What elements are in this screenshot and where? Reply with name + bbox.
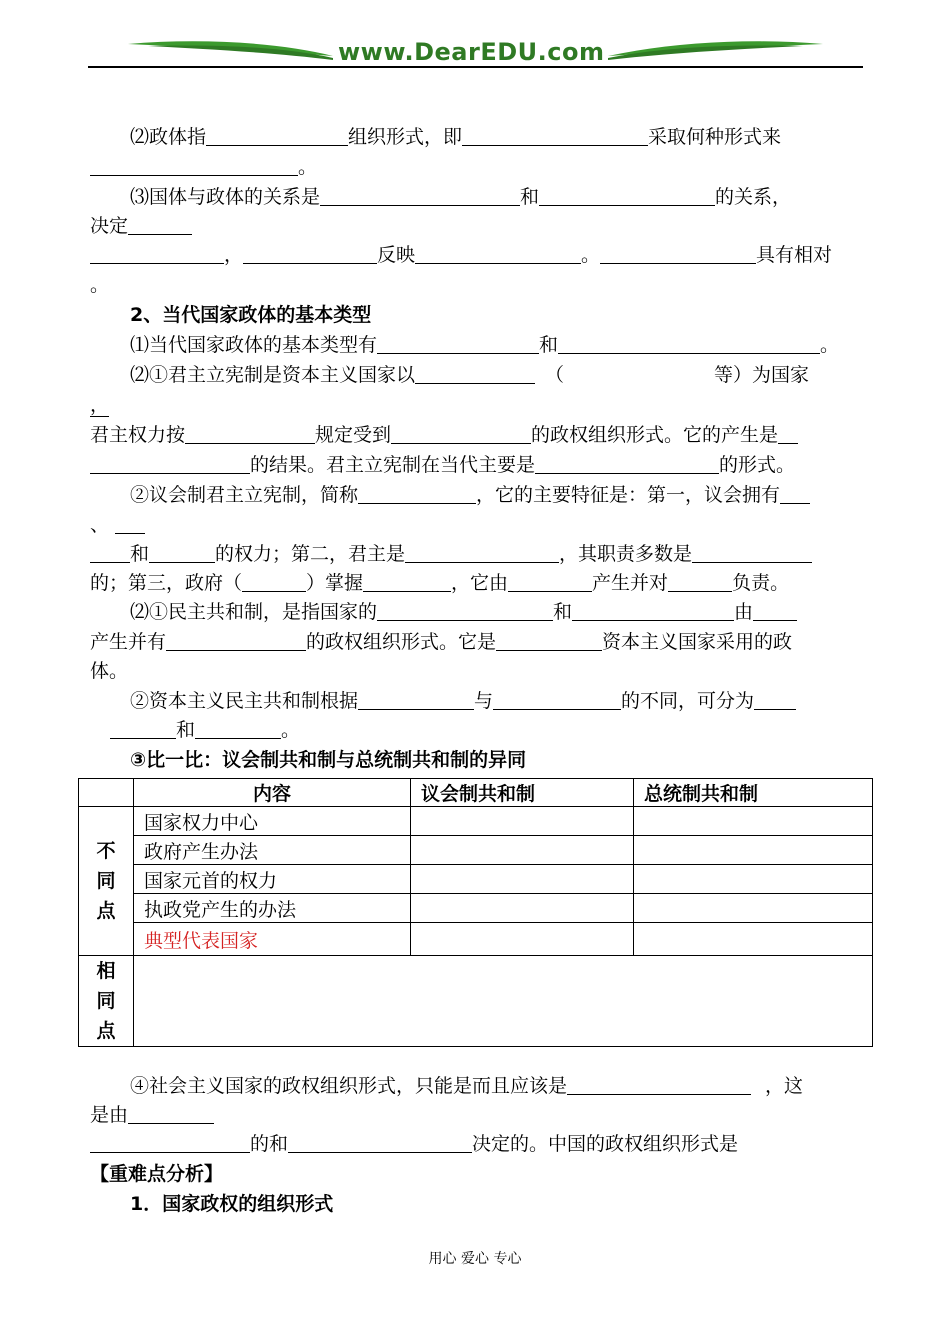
answer-cell[interactable] <box>411 894 634 923</box>
similarities-cell[interactable] <box>134 956 873 1047</box>
row-label: 国家元首的权力 <box>134 865 411 894</box>
differences-label: 不 同 点 <box>79 807 134 956</box>
text-line: 是由 <box>90 1102 214 1128</box>
text-line: 决定 <box>90 213 192 239</box>
header-rule <box>88 66 863 68</box>
key-points-heading: 【重难点分析】 <box>90 1163 224 1185</box>
comparison-table <box>78 778 873 1047</box>
text-line: ⑵①民主共和制，是指国家的 和 由 <box>130 599 797 625</box>
header-content: 内容 <box>134 779 411 807</box>
page-header <box>88 34 863 68</box>
text-line: ④社会主义国家的政权组织形式，只能是而且应该是 ，这 <box>130 1075 804 1097</box>
subsection-heading: 1．国家政权的组织形式 <box>130 1193 334 1215</box>
answer-cell[interactable] <box>634 894 873 923</box>
text-line: ②议会制君主立宪制，简称 ，它的主要特征是：第一，议会拥有 <box>130 482 810 508</box>
text-line: 的和 决定的。中国的政权组织形式是 <box>90 1131 738 1157</box>
text-line: ， <box>90 394 110 416</box>
answer-cell[interactable] <box>634 807 873 836</box>
text-line: 和 的权力；第二，君主是 ，其职责多数是 <box>90 541 812 567</box>
text-line: 的；第三，政府（ ）掌握 ，它由 产生并对 负责。 <box>90 572 790 594</box>
text-line: 君主权力按 规定受到 的政权组织形式。它的产生是 <box>90 422 798 448</box>
text-line: ⑴当代国家政体的基本类型有 和 。 <box>130 334 840 356</box>
header-parliamentary: 议会制共和制 <box>411 779 634 807</box>
row-label-highlight: 典型代表国家 <box>134 923 411 956</box>
answer-cell[interactable] <box>634 836 873 865</box>
text-line: ⑵①君主立宪制是资本主义国家以 （ 等）为国家 <box>130 364 810 386</box>
text-line: 和 。 <box>110 717 300 743</box>
logo-text: www.DearEDU.com <box>338 38 605 66</box>
similarities-label: 相 同 点 <box>79 956 134 1047</box>
header-presidential: 总统制共和制 <box>634 779 873 807</box>
text-line: 。 <box>90 274 110 296</box>
text-line: 产生并有 的政权组织形式。它是 资本主义国家采用的政 <box>90 631 793 653</box>
row-label: 执政党产生的办法 <box>134 894 411 923</box>
table-row <box>79 923 873 956</box>
text-line: 的结果。君主立宪制在当代主要是 的形式。 <box>90 452 795 478</box>
table-row <box>79 807 873 836</box>
table-row <box>79 894 873 923</box>
answer-cell[interactable] <box>634 865 873 894</box>
text-line: ⑵政体指 组织形式，即 采取何种形式来 <box>130 126 782 148</box>
answer-cell[interactable] <box>411 923 634 956</box>
table-row <box>79 865 873 894</box>
text-line: ⑶国体与政体的关系是 和 的关系， <box>130 186 792 208</box>
table-row <box>79 836 873 865</box>
answer-cell[interactable] <box>634 923 873 956</box>
text-line: ， 反映 。 具有相对 <box>90 242 832 268</box>
text-line: 体。 <box>90 660 129 682</box>
answer-cell[interactable] <box>411 807 634 836</box>
section-heading: 2、当代国家政体的基本类型 <box>130 304 372 326</box>
text-line: 。 <box>90 154 317 180</box>
answer-cell[interactable] <box>411 865 634 894</box>
text-line: 、 <box>90 512 145 538</box>
table-row <box>79 956 873 1047</box>
page-footer: 用心 爱心 专心 <box>428 1251 522 1267</box>
answer-cell[interactable] <box>411 836 634 865</box>
row-label: 国家权力中心 <box>134 807 411 836</box>
table-header-row <box>79 779 873 807</box>
row-label: 政府产生办法 <box>134 836 411 865</box>
compare-heading: ③比一比：议会制共和制与总统制共和制的异同 <box>130 749 527 771</box>
text-line: ②资本主义民主共和制根据 与 的不同，可分为 <box>130 688 796 714</box>
